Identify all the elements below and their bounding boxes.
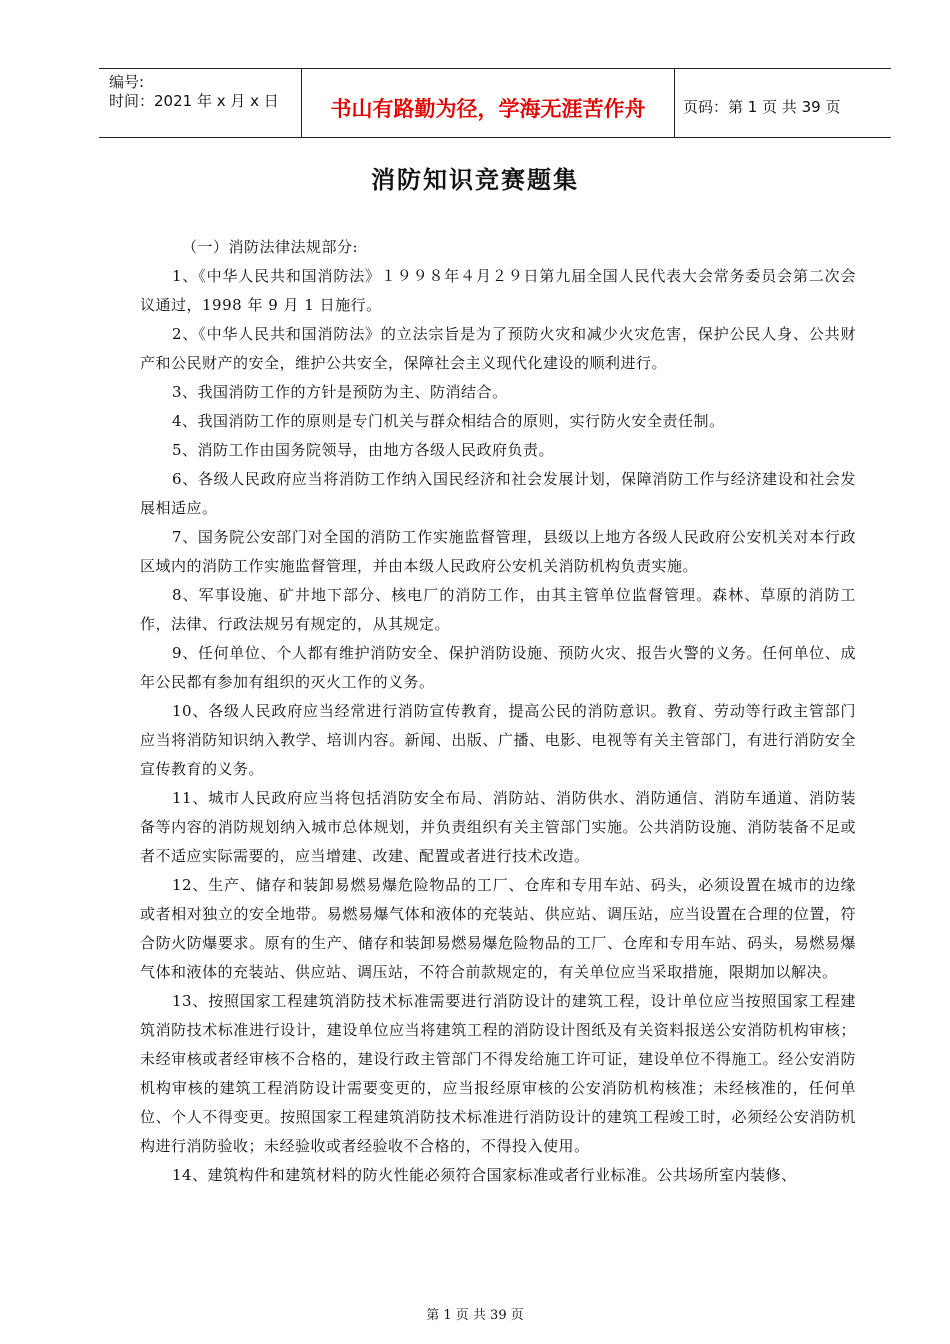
paragraph: 1、《中华人民共和国消防法》１９９８年４月２９日第九届全国人民代表大会常务委员会第二次会议通过，1998 年 9 月 1 日施行。 (140, 267, 856, 314)
paragraph: 2、《中华人民共和国消防法》的立法宗旨是为了预防火灾和减少火灾危害，保护公民人身、公共财产和公民财产的安全，维护公共安全，保障社会主义现代化建设的顺利进行。 (140, 325, 856, 372)
header-motto-cell (302, 69, 675, 137)
paragraph: 8、军事设施、矿井地下部分、核电厂的消防工作，由其主管单位监督管理。森林、草原的消防工作，法律、行政法规另有规定的，从其规定。 (140, 586, 856, 633)
header-motto: 书山有路勤为径，学海无涯苦作舟 (330, 97, 646, 121)
section-heading: （一）消防法律法规部分: (182, 238, 359, 256)
paragraph: 6、各级人民政府应当将消防工作纳入国民经济和社会发展计划，保障消防工作与经济建设和社会发展相适应。 (140, 470, 856, 517)
page-header (99, 68, 891, 138)
paragraph: 4、我国消防工作的原则是专门机关与群众相结合的原则，实行防火安全责任制。 (172, 412, 725, 430)
header-page-cell (675, 69, 891, 137)
paragraph: 9、任何单位、个人都有维护消防安全、保护消防设施、预防火灾、报告火警的义务。任何单位、成年公民都有参加有组织的灭火工作的义务。 (140, 644, 856, 691)
paragraph: 11、城市人民政府应当将包括消防安全布局、消防站、消防供水、消防通信、消防车通道、消防装备等内容的消防规划纳入城市总体规划，并负责组织有关主管部门实施。公共消防设施、消防装备不足或者不适应实际需要的，应当增建、改建、配置或者进行技术改造。 (140, 789, 856, 865)
paragraph: 13、按照国家工程建筑消防技术标准需要进行消防设计的建筑工程，设计单位应当按照国家工程建筑消防技术标准进行设计，建设单位应当将建筑工程的消防设计图纸及有关资料报送公安消防机构审核；未经审核或者经审核不合格的，建设行政主管部门不得发给施工许可证，建设单位不得施工。经公安消防机构审核的建筑工程消防设计需要变更的，应当报经原审核的公安消防机构核准；未经核准的，任何单位、个人不得变更。按照国家工程建筑消防技术标准进行消防设计的建筑工程竣工时，必须经公安消防机构进行消防验收；未经验收或者经验收不合格的，不得投入使用。 (140, 992, 856, 1155)
header-page-info: 页码：第 1 页 共 39 页 (683, 98, 841, 116)
document-body (140, 233, 856, 1190)
paragraph: 10、各级人民政府应当经常进行消防宣传教育，提高公民的消防意识。教育、劳动等行政主管部门应当将消防知识纳入教学、培训内容。新闻、出版、广播、电影、电视等有关主管部门，有进行消防安全宣传教育的义务。 (140, 702, 856, 778)
page-footer: 第 1 页 共 39 页 (426, 1308, 524, 1323)
paragraph: 3、我国消防工作的方针是预防为主、防消结合。 (172, 383, 508, 401)
paragraph: 7、国务院公安部门对全国的消防工作实施监督管理，县级以上地方各级人民政府公安机关对本行政区域内的消防工作实施监督管理，并由本级人民政府公安机关消防机构负责实施。 (140, 528, 856, 575)
paragraph: 14、建筑构件和建筑材料的防火性能必须符合国家标准或者行业标准。公共场所室内装修、 (172, 1166, 797, 1184)
paragraph: 12、生产、储存和装卸易燃易爆危险物品的工厂、仓库和专用车站、码头，必须设置在城市的边缘或者相对独立的安全地带。易燃易爆气体和液体的充装站、供应站、调压站，应当设置在合理的位置，符合防火防爆要求。原有的生产、储存和装卸易燃易爆危险物品的工厂、仓库和专用车站、码头，易燃易爆气体和液体的充装站、供应站、调压站，不符合前款规定的，有关单位应当采取措施，限期加以解决。 (140, 876, 856, 981)
document-time-label: 时间：2021 年 x 月 x 日 (109, 92, 279, 110)
document-title: 消防知识竞赛题集 (371, 166, 579, 194)
paragraph: 5、消防工作由国务院领导，由地方各级人民政府负责。 (172, 441, 555, 459)
document-number-label: 编号: (109, 73, 145, 91)
header-meta-cell (99, 69, 302, 137)
